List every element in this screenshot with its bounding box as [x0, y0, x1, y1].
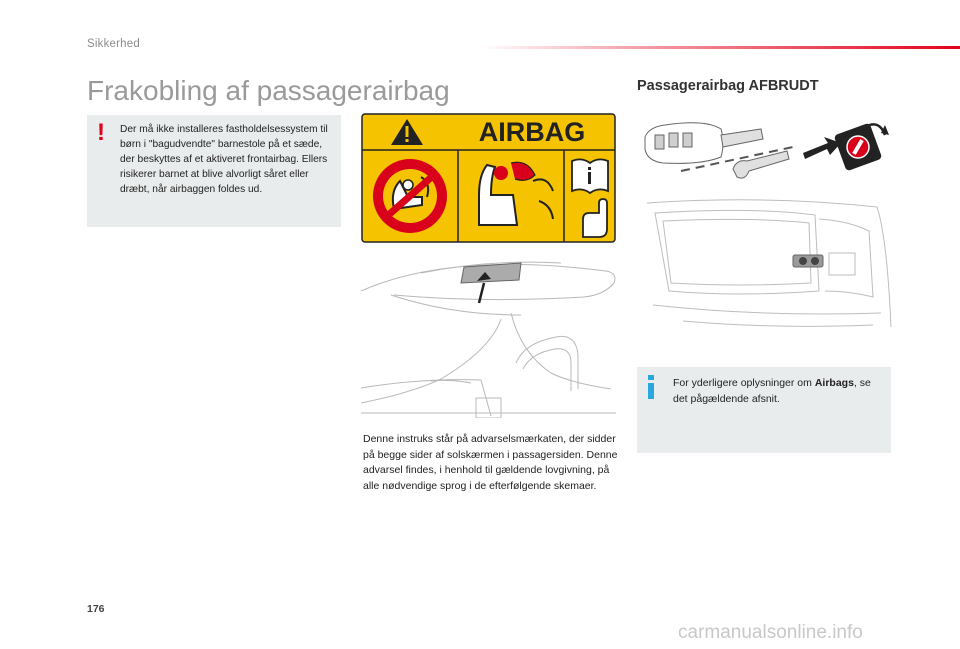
- instruction-text: Denne instruks står på advarselsmærkaten, der sidder på begge sider af solskærmen i passagersiden. Denne advarsel findes, i henhold til gældende lovgivning, på alle nødvendige sprog i de efterfølgende skemaer.: [363, 433, 618, 492]
- airbag-warning-label: [361, 113, 616, 243]
- section-heading: Passagerairbag AFBRUDT: [637, 78, 819, 94]
- exclamation-icon: !: [97, 119, 105, 146]
- car-key-icon: [645, 123, 789, 178]
- sun-visor-illustration: [361, 253, 616, 418]
- airbags-link-text: Airbags: [814, 377, 854, 389]
- section-label: Sikkerhed: [87, 38, 140, 50]
- page-title: Frakobling af passagerairbag: [87, 75, 450, 106]
- info-icon: [647, 375, 655, 399]
- watermark: carmanualsonline.info: [678, 622, 863, 643]
- warning-text: Der må ikke installeres fastholdelsessystem til børn i "bagudvendte" barnestole på et sæde, der beskyttes af et aktiveret frontairbag. Ellers risikerer barnet at blive alvorligt såret eller dræbt, når airbaggen foldes ud.: [120, 124, 328, 195]
- no-rear-facing-child-seat-icon: [373, 159, 447, 233]
- airbag-switch-icon: [834, 123, 883, 172]
- key-switch-illustration: [643, 113, 893, 191]
- header-accent-line: [480, 46, 960, 49]
- page-number: 176: [87, 603, 105, 615]
- airbag-label-heading: AIRBAG: [478, 117, 586, 147]
- warning-box: [87, 115, 341, 227]
- info-box: [637, 367, 891, 453]
- info-text: For yderligere oplysninger om Airbags, se det pågældende afsnit.: [673, 377, 871, 405]
- glovebox-illustration: [643, 195, 893, 343]
